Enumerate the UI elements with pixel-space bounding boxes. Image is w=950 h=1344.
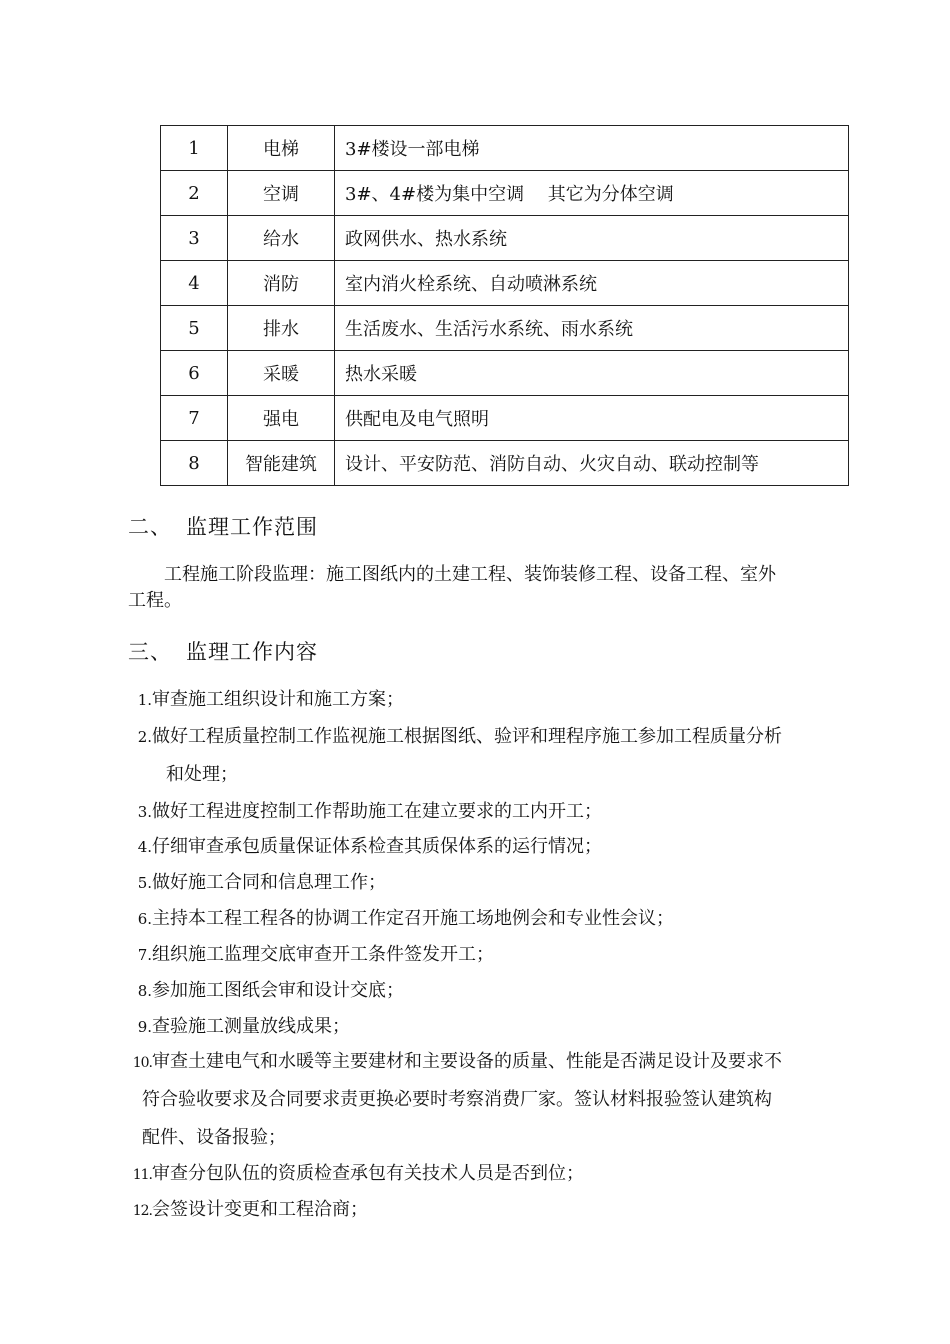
section-number: 二、 [128,515,172,539]
list-item [128,1012,848,1038]
system-name: 电梯 [228,126,335,171]
list-item [128,1159,848,1185]
item-number: 3. [137,803,152,821]
item-number: 11. [132,1167,152,1183]
table-row [161,441,849,486]
system-description: 室内消火栓系统、自动喷淋系统 [335,261,849,306]
item-text: 参加施工图纸会审和设计交底； [152,980,404,1001]
table-row [161,216,849,261]
section-number: 三、 [128,640,172,664]
system-description: 政网供水、热水系统 [335,216,849,261]
system-name: 空调 [228,171,335,216]
paragraph-line: 工程施工阶段监理：施工图纸内的土建工程、装饰装修工程、设备工程、室外 [164,564,776,585]
item-text: 查验施工测量放线成果； [152,1016,350,1037]
section-title: 监理工作内容 [186,640,318,664]
system-description: 生活废水、生活污水系统、雨水系统 [335,306,849,351]
list-item [128,685,848,711]
section-title: 监理工作范围 [186,515,318,539]
system-name: 采暖 [228,351,335,396]
list-item [128,832,848,858]
system-name: 智能建筑 [228,441,335,486]
scope-paragraph [128,562,828,614]
item-continuation: 符合验收要求及合同要求责更换必要时考察消费厂家。签认材料报验签认建筑构 [142,1089,772,1110]
system-description: 供配电及电气照明 [335,396,849,441]
building-systems-table [160,125,849,486]
list-item [128,868,848,894]
row-number: 7 [161,396,228,441]
item-number: 5. [137,874,152,892]
row-number: 8 [161,441,228,486]
table-row [161,306,849,351]
item-text: 审查土建电气和水暖等主要建材和主要设备的质量、性能是否满足设计及要求不 [152,1051,782,1072]
list-item [128,722,848,748]
list-item [128,976,848,1002]
item-number: 4. [137,838,152,856]
row-number: 2 [161,171,228,216]
system-name: 排水 [228,306,335,351]
list-item [128,1195,848,1221]
list-item [128,1047,848,1073]
row-number: 1 [161,126,228,171]
item-text: 审查分包队伍的资质检查承包有关技术人员是否到位； [152,1163,584,1184]
item-text: 做好工程进度控制工作帮助施工在建立要求的工内开工； [152,801,602,822]
item-text: 仔细审查承包质量保证体系检查其质保体系的运行情况； [152,836,602,857]
item-text: 主持本工程工程各的协调工作定召开施工场地例会和专业性会议； [152,908,674,929]
item-number: 7. [137,946,152,964]
system-description: 热水采暖 [335,351,849,396]
item-number: 10. [132,1055,152,1071]
paragraph-line: 工程。 [128,590,182,611]
list-item [128,904,848,930]
row-number: 4 [161,261,228,306]
item-number: 2. [137,728,152,746]
system-description: 设计、平安防范、消防自动、火灾自动、联动控制等 [335,441,849,486]
item-text: 审查施工组织设计和施工方案； [152,689,404,710]
table-row [161,351,849,396]
item-continuation: 和处理； [166,764,238,785]
table-row [161,261,849,306]
table-row [161,171,849,216]
list-item [128,940,848,966]
row-number: 3 [161,216,228,261]
item-text: 组织施工监理交底审查开工条件签发开工； [152,944,494,965]
system-name: 强电 [228,396,335,441]
item-number: 9. [137,1018,152,1036]
item-number: 6. [137,910,152,928]
item-continuation: 配件、设备报验； [142,1127,286,1148]
system-name: 消防 [228,261,335,306]
row-number: 6 [161,351,228,396]
item-text: 会签设计变更和工程洽商； [152,1199,368,1220]
system-name: 给水 [228,216,335,261]
item-number: 1. [137,691,152,709]
item-number: 12. [132,1203,152,1219]
row-number: 5 [161,306,228,351]
list-item [128,797,848,823]
table-row [161,126,849,171]
system-description: 3#、4#楼为集中空调 其它为分体空调 [335,171,849,216]
system-description: 3#楼设一部电梯 [335,126,849,171]
item-number: 8. [137,982,152,1000]
item-text: 做好施工合同和信息理工作； [152,872,386,893]
section-heading-content [128,636,318,666]
item-text: 做好工程质量控制工作监视施工根据图纸、验评和理程序施工参加工程质量分析 [152,726,782,747]
table-row [161,396,849,441]
section-heading-scope [128,511,318,541]
